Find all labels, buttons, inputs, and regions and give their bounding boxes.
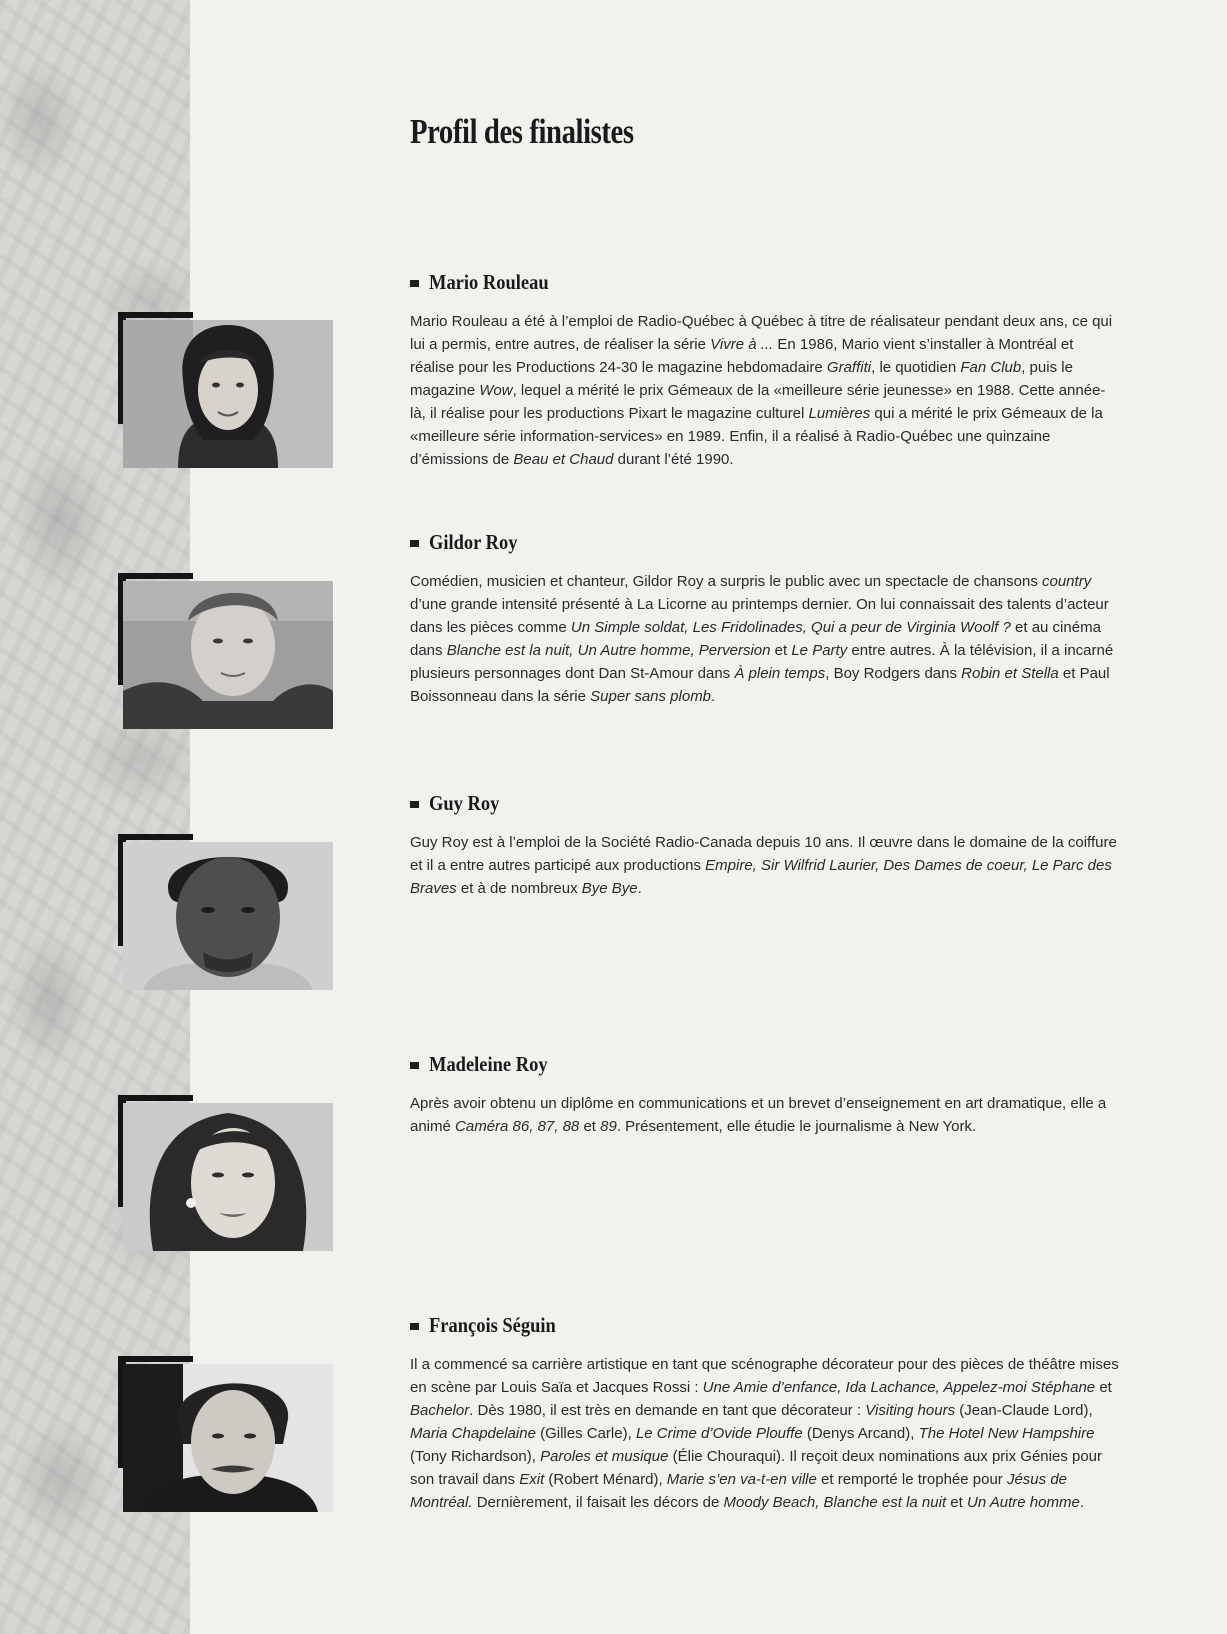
bio-title-italic: Vivre à ... <box>710 336 774 353</box>
bio-text: et à de nombreux <box>456 880 582 897</box>
portrait-photo-icon <box>123 842 333 990</box>
bio-text: , puis le magazine <box>410 359 1073 399</box>
bio-text: et <box>946 1494 967 1511</box>
bio-title-italic: Bachelor <box>410 1402 470 1419</box>
bio-text: (Gilles Carle), <box>535 1425 636 1442</box>
frame-accent <box>118 1356 193 1362</box>
frame-accent <box>118 573 193 579</box>
frame-accent <box>118 834 193 840</box>
bio-text: (Tony Richardson), <box>410 1448 541 1465</box>
portrait-photo-frame <box>118 312 333 466</box>
profile-heading <box>410 270 565 295</box>
bio-title-italic: À plein temps <box>734 665 826 682</box>
bio-text: durant l’été 1990. <box>613 451 734 468</box>
bio-text: (Denys Arcand), <box>802 1425 919 1442</box>
bio-title-italic: Une Amie d’enfance, Ida Lachance, Appelez-moi Stéphane <box>702 1379 1096 1396</box>
bio-text: En 1986, Mario vient s’installer à Montréal et réalise pour les Productions 24-30 le magazine hebdomadaire <box>410 336 1074 376</box>
bio-text: et remporté le trophée pour <box>816 1471 1007 1488</box>
bio-title-italic: Jésus de Montréal. <box>410 1471 1068 1511</box>
bio-text: Mario Rouleau a été à l’emploi de Radio-Québec à Québec à titre de réalisateur pendant deux ans, ce qui lui a permis, entre autres, de réaliser la série <box>410 313 1113 353</box>
bio-title-italic: Le Party <box>791 642 848 659</box>
square-bullet-icon <box>410 801 419 808</box>
portrait-photo-frame <box>118 1356 333 1510</box>
bio-text: Dernièrement, il faisait les décors de <box>472 1494 724 1511</box>
square-bullet-icon <box>410 1062 419 1069</box>
portrait-photo-frame <box>118 834 333 988</box>
bio-text: et <box>770 642 792 659</box>
bio-text: et <box>579 1118 601 1135</box>
portrait-photo-icon <box>123 320 333 468</box>
bio-title-italic: country <box>1042 573 1092 590</box>
bio-text: . Dès 1980, il est très en demande en tant que décorateur : <box>469 1402 866 1419</box>
bio-text: Guy Roy est à l’emploi de la Société Radio-Canada depuis 10 ans. Il œuvre dans le domaine de la coiffure et il a entre autres participé aux productions <box>410 834 1117 874</box>
square-bullet-icon <box>410 540 419 547</box>
bio-text: , le quotidien <box>871 359 961 376</box>
bio-text: . <box>637 880 642 897</box>
bio-title-italic: Maria Chapdelaine <box>410 1425 536 1442</box>
profile-heading <box>410 1313 573 1338</box>
bio-title-italic: Marie s’en va-t-en ville <box>666 1471 817 1488</box>
bio-title-italic: Wow <box>479 382 513 399</box>
profile-bio <box>410 310 1120 471</box>
square-bullet-icon <box>410 1323 419 1330</box>
bio-title-italic: Blanche est la nuit, Un Autre homme, Perversion <box>446 642 771 659</box>
page-title: Profil des finalistes <box>410 112 634 151</box>
bio-title-italic: Paroles et musique <box>540 1448 669 1465</box>
bio-title-italic: Super sans plomb <box>590 688 712 705</box>
bio-text: et <box>1095 1379 1112 1396</box>
bio-text: entre autres. À la télévision, il a incarné plusieurs personnages dont Dan St-Amour dans <box>410 642 1114 682</box>
bio-title-italic: The Hotel New Hampshire <box>918 1425 1095 1442</box>
bio-text: et Paul Boissonneau dans la série <box>410 665 1110 705</box>
bio-text: (Élie Chouraqui). Il reçoit deux nominations aux prix Génies pour son travail dans <box>410 1448 1103 1488</box>
bio-text: Comédien, musicien et chanteur, Gildor Roy a surpris le public avec un spectacle de chansons <box>410 573 1042 590</box>
bio-title-italic: Bye Bye <box>581 880 638 897</box>
bio-title-italic: Caméra 86, 87, 88 <box>455 1118 580 1135</box>
portrait-photo-icon <box>123 1364 333 1512</box>
bio-text: d’une grande intensité présenté à La Licorne au printemps dernier. On lui connaissait des talents d’acteur dans les pièces comme <box>410 596 1109 636</box>
bio-text: . <box>711 688 716 705</box>
frame-accent <box>118 312 193 318</box>
bio-title-italic: Robin et Stella <box>961 665 1059 682</box>
bio-title-italic: Le Crime d’Ovide Plouffe <box>635 1425 803 1442</box>
bio-text: (Jean-Claude Lord), <box>955 1402 1093 1419</box>
profile-heading <box>410 791 509 816</box>
portrait-photo-frame <box>118 1095 333 1249</box>
bio-title-italic: Lumières <box>808 405 871 422</box>
bio-text: . <box>1079 1494 1084 1511</box>
bio-title-italic: Un Simple soldat, Les Fridolinades, Qui a peur de Virginia Woolf ? <box>570 619 1011 636</box>
profile-bio <box>410 1092 1120 1138</box>
portrait-photo-icon <box>123 1103 333 1251</box>
profile-name: Gildor Roy <box>429 530 518 554</box>
bio-text: Il a commencé sa carrière artistique en tant que scénographe décorateur pour des pièces de théâtre mises en scène par Louis Saïa et Jacques Rossi : <box>410 1356 1119 1396</box>
bio-text: (Robert Ménard), <box>544 1471 667 1488</box>
profile-bio <box>410 831 1120 900</box>
bio-title-italic: Exit <box>519 1471 545 1488</box>
bio-title-italic: Un Autre homme <box>966 1494 1080 1511</box>
profile-name: Guy Roy <box>429 791 500 815</box>
profile-bio <box>410 570 1120 708</box>
profile-name: Mario Rouleau <box>429 270 549 294</box>
bio-title-italic: Moody Beach, Blanche est la nuit <box>723 1494 947 1511</box>
profile-heading <box>410 1052 564 1077</box>
bio-title-italic: Fan Club <box>960 359 1022 376</box>
profile-heading <box>410 530 530 555</box>
portrait-photo-frame <box>118 573 333 727</box>
bio-text: , Boy Rodgers dans <box>825 665 962 682</box>
bio-title-italic: Beau et Chaud <box>513 451 614 468</box>
square-bullet-icon <box>410 280 419 287</box>
frame-accent <box>118 1095 193 1101</box>
bio-title-italic: Visiting hours <box>865 1402 956 1419</box>
profile-name: François Séguin <box>429 1313 556 1337</box>
bio-text: qui a mérité le prix Gémeaux de la «meilleure série information-services» en 1989. Enfin, il a réalisé à Radio-Québec une quinzaine d’émissions de <box>410 405 1103 468</box>
bio-text: , lequel a mérité le prix Gémeaux de la «meilleure série jeunesse» en 1988. Cette année-là, il réalise pour les productions Pixart le magazine culturel <box>410 382 1106 422</box>
portrait-photo-icon <box>123 581 333 729</box>
bio-title-italic: Empire, Sir Wilfrid Laurier, Des Dames de coeur, Le Parc des Braves <box>410 857 1112 897</box>
bio-text: et au cinéma dans <box>410 619 1101 659</box>
bio-title-italic: 89 <box>600 1118 617 1135</box>
profile-name: Madeleine Roy <box>429 1052 548 1076</box>
bio-text: Après avoir obtenu un diplôme en communications et un brevet d’enseignement en art dramatique, elle a animé <box>410 1095 1107 1135</box>
bio-title-italic: Graffiti <box>826 359 872 376</box>
profile-bio <box>410 1353 1120 1514</box>
bio-text: . Présentement, elle étudie le journalisme à New York. <box>616 1118 977 1135</box>
